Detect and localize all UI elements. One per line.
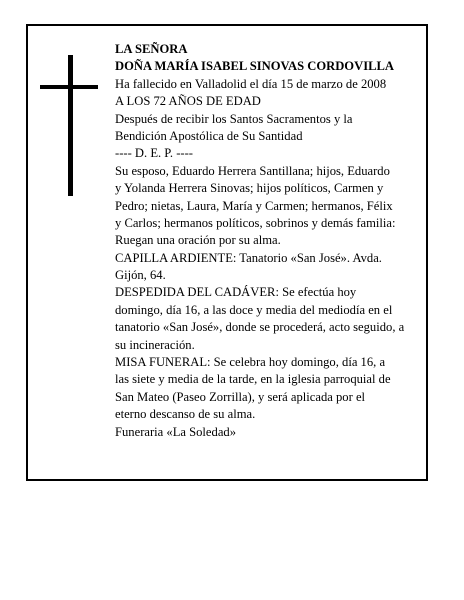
family-line: Su esposo, Eduardo Herrera Santillana; hijos, Eduardo (115, 163, 390, 178)
age-line: A LOS 72 AÑOS DE EDAD (115, 94, 261, 109)
cross-horizontal-bar (40, 85, 98, 89)
funeral-mass-line: MISA FUNERAL: Se celebra hoy domingo, día 16, a (115, 355, 386, 370)
farewell-line: domingo, día 16, a las doce y media del mediodía en el (115, 302, 393, 317)
cross-vertical-bar (68, 55, 73, 196)
chapel-line: Gijón, 64. (115, 268, 166, 283)
funeral-home-line: Funeraria «La Soledad» (115, 424, 236, 439)
family-line: y Yolanda Herrera Sinovas; hijos políticos, Carmen y (115, 181, 384, 196)
sacraments-line: Después de recibir los Santos Sacramentos y la (115, 111, 353, 126)
obituary-text (115, 41, 431, 441)
funeral-mass-line: las siete y media de la tarde, en la iglesia parroquial de (115, 372, 391, 387)
family-line: Pedro; nietas, Laura, María y Carmen; hermanos, Félix (115, 198, 393, 213)
death-announcement: Ha fallecido en Valladolid el día 15 de marzo de 2008 (115, 76, 387, 91)
farewell-line: DESPEDIDA DEL CADÁVER: Se efectúa hoy (115, 285, 357, 300)
farewell-line: tanatorio «San José», donde se procederá, acto seguido, a (115, 320, 405, 335)
chapel-line: CAPILLA ARDIENTE: Tanatorio «San José». Avda. (115, 250, 382, 265)
funeral-mass-line: San Mateo (Paseo Zorrilla), y será aplicada por el (115, 389, 366, 404)
farewell-line: su incineración. (115, 337, 195, 352)
funeral-mass-line: eterno descanso de su alma. (115, 407, 256, 422)
blessing-line: Bendición Apostólica de Su Santidad (115, 128, 303, 143)
deceased-name: DOÑA MARÍA ISABEL SINOVAS CORDOVILLA (115, 59, 394, 74)
rip-line: ---- D. E. P. ---- (115, 146, 193, 161)
obituary-heading-title: LA SEÑORA (115, 42, 188, 56)
obituary-notice (26, 24, 428, 481)
prayer-request-line: Ruegan una oración por su alma. (115, 233, 281, 248)
family-line: y Carlos; hermanos políticos, sobrinos y demás familia: (115, 215, 396, 230)
